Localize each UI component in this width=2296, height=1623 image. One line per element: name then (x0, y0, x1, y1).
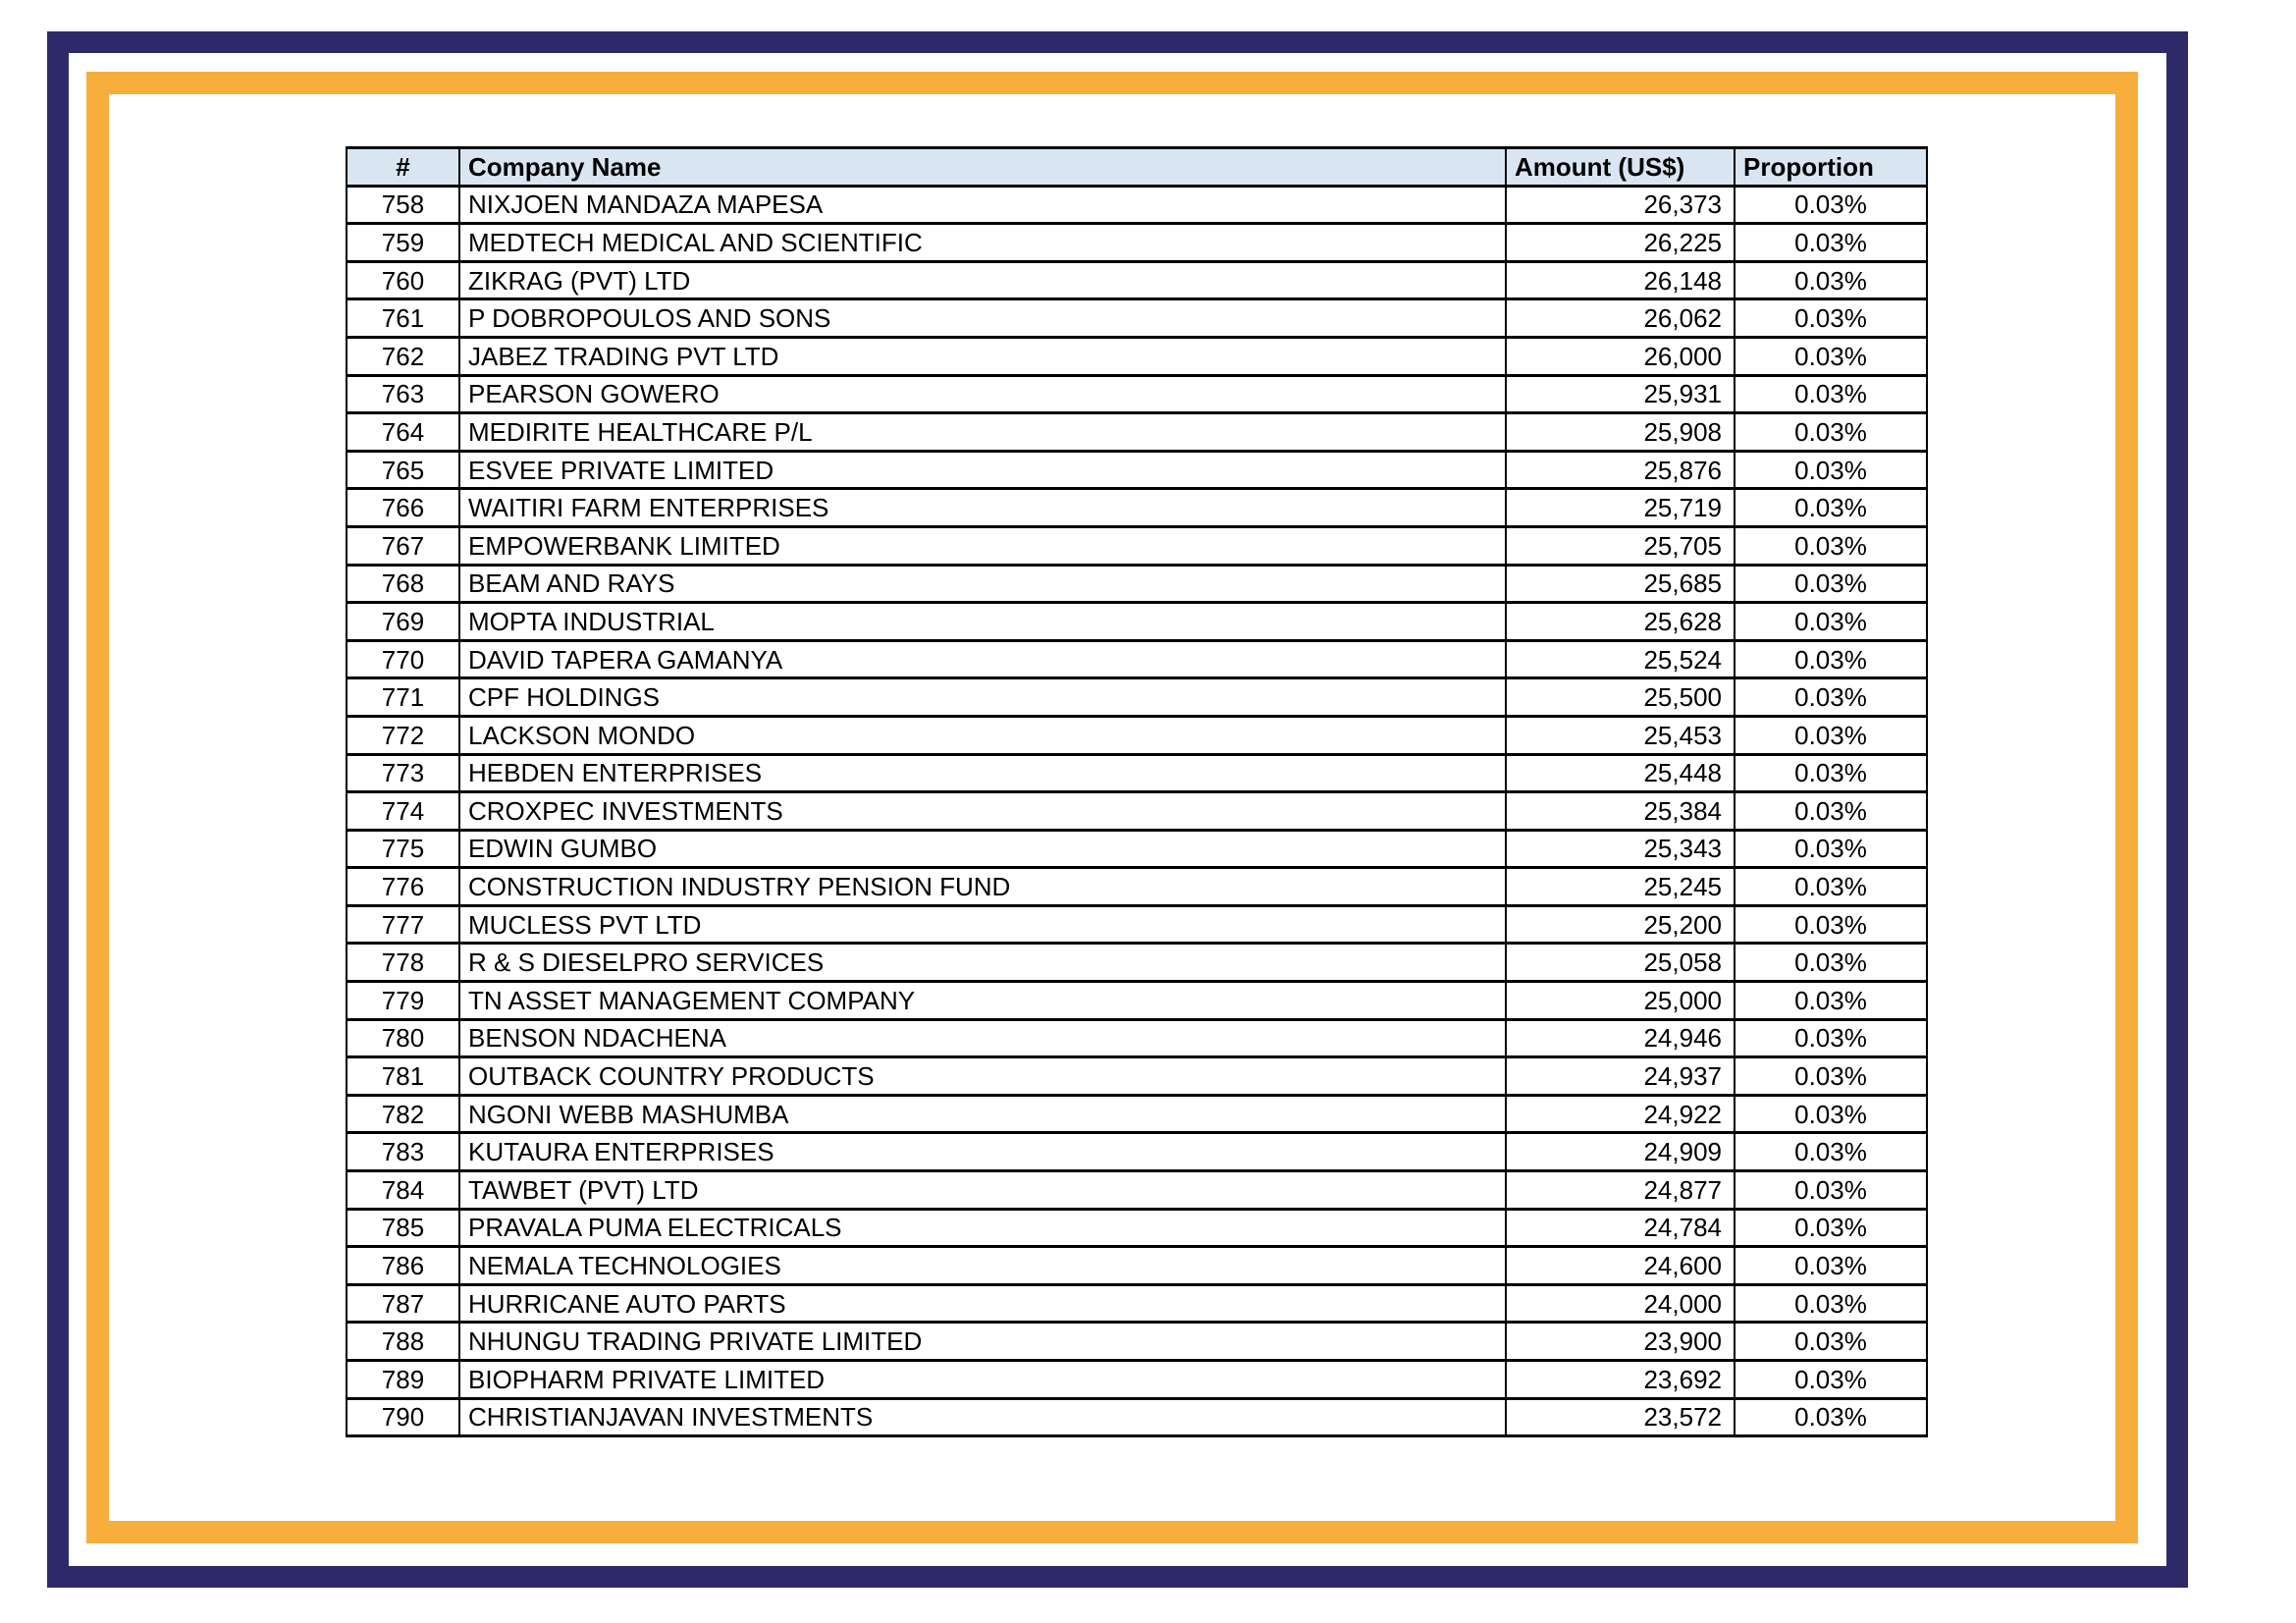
company-name-cell: NGONI WEBB MASHUMBA (459, 1095, 1506, 1133)
amount-cell: 25,000 (1506, 982, 1735, 1020)
table-row (347, 1019, 1927, 1057)
company-name-cell: ESVEE PRIVATE LIMITED (459, 451, 1506, 489)
company-name-cell: DAVID TAPERA GAMANYA (459, 640, 1506, 678)
rank-cell: 787 (347, 1284, 459, 1323)
company-name-cell: PRAVALA PUMA ELECTRICALS (459, 1209, 1506, 1247)
rank-cell: 769 (347, 603, 459, 641)
header-amount: Amount (US$) (1506, 148, 1735, 187)
amount-cell: 25,343 (1506, 830, 1735, 868)
company-name-cell: NHUNGU TRADING PRIVATE LIMITED (459, 1323, 1506, 1361)
proportion-cell: 0.03% (1735, 792, 1927, 831)
proportion-cell: 0.03% (1735, 640, 1927, 678)
table-row (347, 526, 1927, 565)
proportion-cell: 0.03% (1735, 186, 1927, 224)
company-name-cell: CONSTRUCTION INDUSTRY PENSION FUND (459, 868, 1506, 906)
proportion-cell: 0.03% (1735, 754, 1927, 792)
company-name-cell: MOPTA INDUSTRIAL (459, 603, 1506, 641)
company-name-cell: CPF HOLDINGS (459, 678, 1506, 717)
company-name-cell: KUTAURA ENTERPRISES (459, 1133, 1506, 1171)
proportion-cell: 0.03% (1735, 1019, 1927, 1057)
amount-cell: 25,453 (1506, 716, 1735, 754)
company-name-cell: TN ASSET MANAGEMENT COMPANY (459, 982, 1506, 1020)
amount-cell: 23,692 (1506, 1361, 1735, 1399)
company-name-cell: JABEZ TRADING PVT LTD (459, 337, 1506, 375)
company-name-cell: BIOPHARM PRIVATE LIMITED (459, 1361, 1506, 1399)
rank-cell: 764 (347, 413, 459, 452)
rank-cell: 788 (347, 1323, 459, 1361)
rank-cell: 774 (347, 792, 459, 831)
table-row (347, 716, 1927, 754)
company-name-cell: OUTBACK COUNTRY PRODUCTS (459, 1057, 1506, 1096)
company-name-cell: WAITIRI FARM ENTERPRISES (459, 489, 1506, 527)
table-row (347, 1398, 1927, 1436)
rank-cell: 778 (347, 944, 459, 982)
table-row (347, 1171, 1927, 1210)
proportion-cell: 0.03% (1735, 375, 1927, 413)
rank-cell: 767 (347, 526, 459, 565)
proportion-cell: 0.03% (1735, 678, 1927, 717)
company-name-cell: MEDTECH MEDICAL AND SCIENTIFIC (459, 224, 1506, 262)
table-row (347, 1133, 1927, 1171)
table-row (347, 1247, 1927, 1285)
header-company-name: Company Name (459, 148, 1506, 187)
table-row (347, 1095, 1927, 1133)
table-row (347, 754, 1927, 792)
rank-cell: 760 (347, 261, 459, 299)
amount-cell: 25,685 (1506, 565, 1735, 603)
table-row (347, 1361, 1927, 1399)
proportion-cell: 0.03% (1735, 565, 1927, 603)
company-name-cell: R & S DIESELPRO SERVICES (459, 944, 1506, 982)
rank-cell: 759 (347, 224, 459, 262)
amount-cell: 25,448 (1506, 754, 1735, 792)
company-name-cell: EMPOWERBANK LIMITED (459, 526, 1506, 565)
amount-cell: 25,628 (1506, 603, 1735, 641)
amount-cell: 25,876 (1506, 451, 1735, 489)
amount-cell: 25,908 (1506, 413, 1735, 452)
rank-cell: 762 (347, 337, 459, 375)
table-row (347, 830, 1927, 868)
proportion-cell: 0.03% (1735, 1323, 1927, 1361)
proportion-cell: 0.03% (1735, 1095, 1927, 1133)
table-row (347, 868, 1927, 906)
amount-cell: 25,058 (1506, 944, 1735, 982)
rank-cell: 782 (347, 1095, 459, 1133)
table-row (347, 1323, 1927, 1361)
company-name-cell: CROXPEC INVESTMENTS (459, 792, 1506, 831)
table-row (347, 186, 1927, 224)
table-row (347, 792, 1927, 831)
table-row (347, 1057, 1927, 1096)
rank-cell: 785 (347, 1209, 459, 1247)
table-row (347, 1284, 1927, 1323)
table-row (347, 603, 1927, 641)
proportion-cell: 0.03% (1735, 1247, 1927, 1285)
rank-cell: 768 (347, 565, 459, 603)
proportion-cell: 0.03% (1735, 1133, 1927, 1171)
company-name-cell: EDWIN GUMBO (459, 830, 1506, 868)
rank-cell: 779 (347, 982, 459, 1020)
table-row (347, 413, 1927, 452)
amount-cell: 26,062 (1506, 299, 1735, 338)
proportion-cell: 0.03% (1735, 868, 1927, 906)
company-name-cell: BENSON NDACHENA (459, 1019, 1506, 1057)
proportion-cell: 0.03% (1735, 526, 1927, 565)
company-name-cell: TAWBET (PVT) LTD (459, 1171, 1506, 1210)
proportion-cell: 0.03% (1735, 337, 1927, 375)
rank-cell: 783 (347, 1133, 459, 1171)
amount-cell: 26,000 (1506, 337, 1735, 375)
table-row (347, 678, 1927, 717)
company-amounts-table (346, 146, 1928, 1437)
amount-cell: 25,931 (1506, 375, 1735, 413)
rank-cell: 770 (347, 640, 459, 678)
company-name-cell: CHRISTIANJAVAN INVESTMENTS (459, 1398, 1506, 1436)
amount-cell: 25,524 (1506, 640, 1735, 678)
proportion-cell: 0.03% (1735, 1057, 1927, 1096)
proportion-cell: 0.03% (1735, 224, 1927, 262)
amount-cell: 24,000 (1506, 1284, 1735, 1323)
table-row (347, 489, 1927, 527)
company-name-cell: MUCLESS PVT LTD (459, 905, 1506, 944)
company-name-cell: NIXJOEN MANDAZA MAPESA (459, 186, 1506, 224)
proportion-cell: 0.03% (1735, 1209, 1927, 1247)
amount-cell: 25,719 (1506, 489, 1735, 527)
table-row (347, 944, 1927, 982)
amount-cell: 24,909 (1506, 1133, 1735, 1171)
proportion-cell: 0.03% (1735, 830, 1927, 868)
proportion-cell: 0.03% (1735, 1284, 1927, 1323)
proportion-cell: 0.03% (1735, 905, 1927, 944)
amount-cell: 24,946 (1506, 1019, 1735, 1057)
rank-cell: 781 (347, 1057, 459, 1096)
company-name-cell: NEMALA TECHNOLOGIES (459, 1247, 1506, 1285)
header-rank: # (347, 148, 459, 187)
company-name-cell: MEDIRITE HEALTHCARE P/L (459, 413, 1506, 452)
rank-cell: 790 (347, 1398, 459, 1436)
proportion-cell: 0.03% (1735, 716, 1927, 754)
amount-cell: 24,937 (1506, 1057, 1735, 1096)
proportion-cell: 0.03% (1735, 489, 1927, 527)
table-row (347, 565, 1927, 603)
amount-cell: 25,245 (1506, 868, 1735, 906)
proportion-cell: 0.03% (1735, 451, 1927, 489)
amount-cell: 25,500 (1506, 678, 1735, 717)
amount-cell: 24,600 (1506, 1247, 1735, 1285)
table-header-row (347, 148, 1927, 187)
rank-cell: 775 (347, 830, 459, 868)
table-row (347, 982, 1927, 1020)
table-row (347, 451, 1927, 489)
company-name-cell: BEAM AND RAYS (459, 565, 1506, 603)
company-name-cell: ZIKRAG (PVT) LTD (459, 261, 1506, 299)
table-row (347, 261, 1927, 299)
rank-cell: 766 (347, 489, 459, 527)
company-name-cell: P DOBROPOULOS AND SONS (459, 299, 1506, 338)
table-body (347, 186, 1927, 1436)
company-name-cell: HURRICANE AUTO PARTS (459, 1284, 1506, 1323)
rank-cell: 776 (347, 868, 459, 906)
rank-cell: 784 (347, 1171, 459, 1210)
proportion-cell: 0.03% (1735, 603, 1927, 641)
amount-cell: 24,922 (1506, 1095, 1735, 1133)
rank-cell: 780 (347, 1019, 459, 1057)
amount-cell: 25,705 (1506, 526, 1735, 565)
table-row (347, 1209, 1927, 1247)
rank-cell: 773 (347, 754, 459, 792)
company-name-cell: HEBDEN ENTERPRISES (459, 754, 1506, 792)
amount-cell: 25,384 (1506, 792, 1735, 831)
proportion-cell: 0.03% (1735, 982, 1927, 1020)
company-name-cell: PEARSON GOWERO (459, 375, 1506, 413)
rank-cell: 761 (347, 299, 459, 338)
rank-cell: 789 (347, 1361, 459, 1399)
amount-cell: 26,373 (1506, 186, 1735, 224)
table-row (347, 299, 1927, 338)
amount-cell: 25,200 (1506, 905, 1735, 944)
rank-cell: 771 (347, 678, 459, 717)
rank-cell: 772 (347, 716, 459, 754)
proportion-cell: 0.03% (1735, 299, 1927, 338)
proportion-cell: 0.03% (1735, 944, 1927, 982)
header-proportion: Proportion (1735, 148, 1927, 187)
rank-cell: 786 (347, 1247, 459, 1285)
amount-cell: 24,784 (1506, 1209, 1735, 1247)
table-row (347, 337, 1927, 375)
amount-cell: 23,900 (1506, 1323, 1735, 1361)
amount-cell: 26,225 (1506, 224, 1735, 262)
proportion-cell: 0.03% (1735, 1361, 1927, 1399)
table-row (347, 640, 1927, 678)
rank-cell: 763 (347, 375, 459, 413)
proportion-cell: 0.03% (1735, 413, 1927, 452)
proportion-cell: 0.03% (1735, 1171, 1927, 1210)
rank-cell: 777 (347, 905, 459, 944)
rank-cell: 758 (347, 186, 459, 224)
table-row (347, 224, 1927, 262)
table-row (347, 905, 1927, 944)
amount-cell: 24,877 (1506, 1171, 1735, 1210)
table-row (347, 375, 1927, 413)
proportion-cell: 0.03% (1735, 1398, 1927, 1436)
proportion-cell: 0.03% (1735, 261, 1927, 299)
rank-cell: 765 (347, 451, 459, 489)
amount-cell: 23,572 (1506, 1398, 1735, 1436)
company-name-cell: LACKSON MONDO (459, 716, 1506, 754)
amount-cell: 26,148 (1506, 261, 1735, 299)
